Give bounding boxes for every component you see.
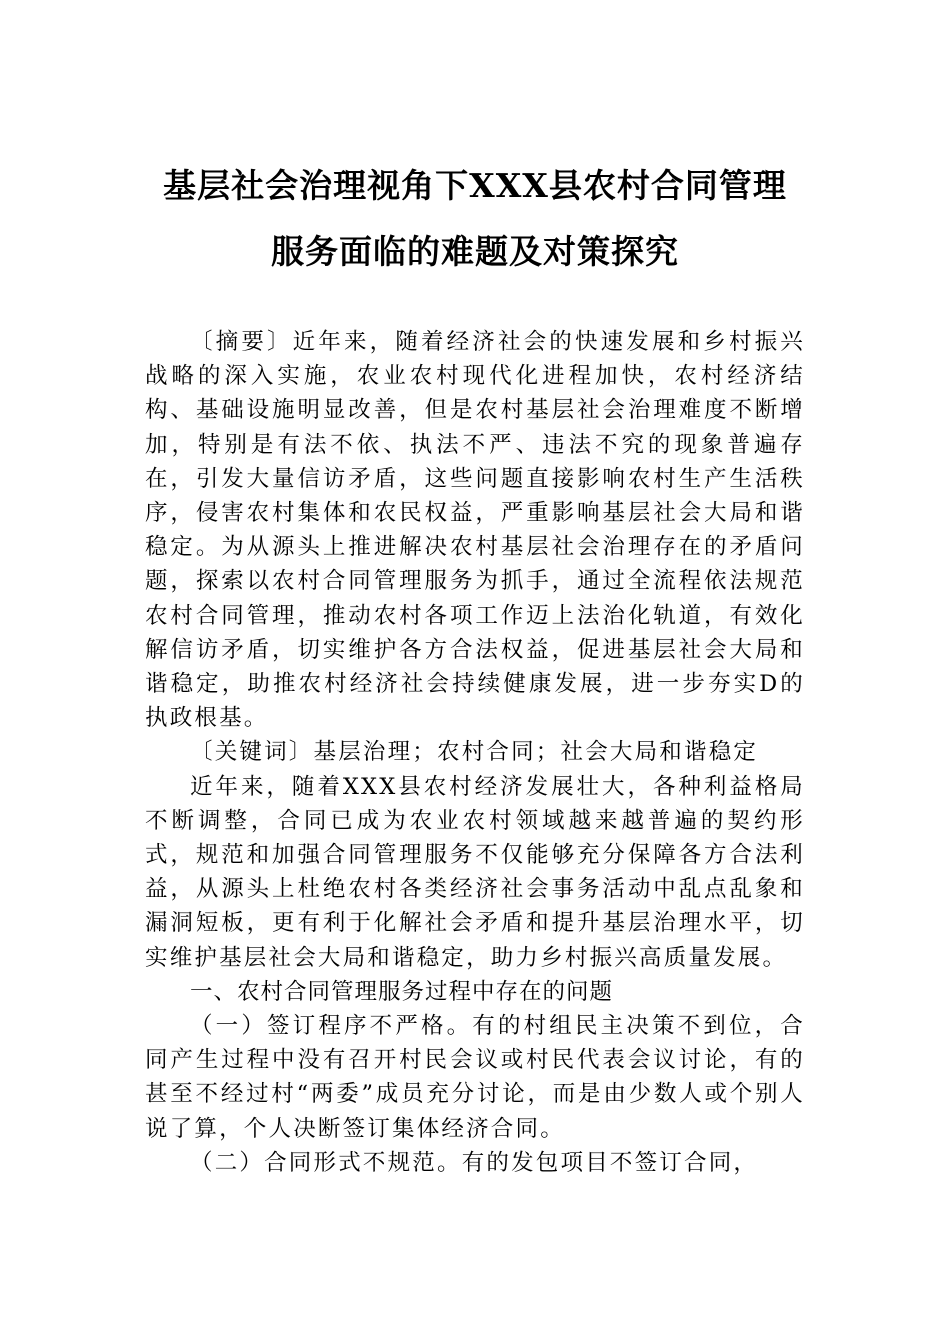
abstract-paragraph: 〔摘要〕近年来，随着经济社会的快速发展和乡村振兴战略的深入实施，农业农村现代化进程加快，农村经济结构、基础设施明显改善，但是农村基层社会治理难度不断增加，特别是有法不依、执法不严、违法不究的现象普遍存在，引发大量信访矛盾，这些问题直接影响农村生产生活秩序，侵害农村集体和农民权益，严重影响基层社会大局和谐稳定。为从源头上推进解决农村基层社会治理存在的矛盾问题，探索以农村合同管理服务为抓手，通过全流程依法规范农村合同管理，推动农村各项工作迈上法治化轨道，有效化解信访矛盾，切实维护各方合法权益，促进基层社会大局和谐稳定，助推农村经济社会持续健康发展，进一步夯实D的执政根基。 — [145, 329, 805, 732]
section-1-item-1: （一）签订程序不严格。有的村组民主决策不到位，合同产生过程中没有召开村民会议或村民代表会议讨论，有的甚至不经过村“两委”成员充分讨论，而是由少数人或个别人说了算，个人决断签订集体经济合同。 — [145, 1013, 805, 1142]
section-1-item-2: （二）合同形式不规范。有的发包项目不签订合同， — [190, 1149, 759, 1176]
document-body — [145, 325, 805, 1180]
intro-paragraph: 近年来，随着XXX县农村经济发展壮大，各种利益格局不断调整，合同已成为农业农村领域越来越普遍的契约形式，规范和加强合同管理服务不仅能够充分保障各方合法利益，从源头上杜绝农村各类经济社会事务活动中乱点乱象和漏洞短板，更有利于化解社会矛盾和提升基层治理水平，切实维护基层社会大局和谐稳定，助力乡村振兴高质量发展。 — [145, 773, 805, 971]
keywords-paragraph: 〔关键词〕基层治理；农村合同；社会大局和谐稳定 — [190, 739, 759, 766]
document-title-line-2: 服务面临的难题及对策探究 — [271, 232, 679, 271]
document-title-line-1: 基层社会治理视角下XXX县农村合同管理 — [163, 166, 787, 205]
section-1-heading: 一、农村合同管理服务过程中存在的问题 — [190, 978, 614, 1005]
